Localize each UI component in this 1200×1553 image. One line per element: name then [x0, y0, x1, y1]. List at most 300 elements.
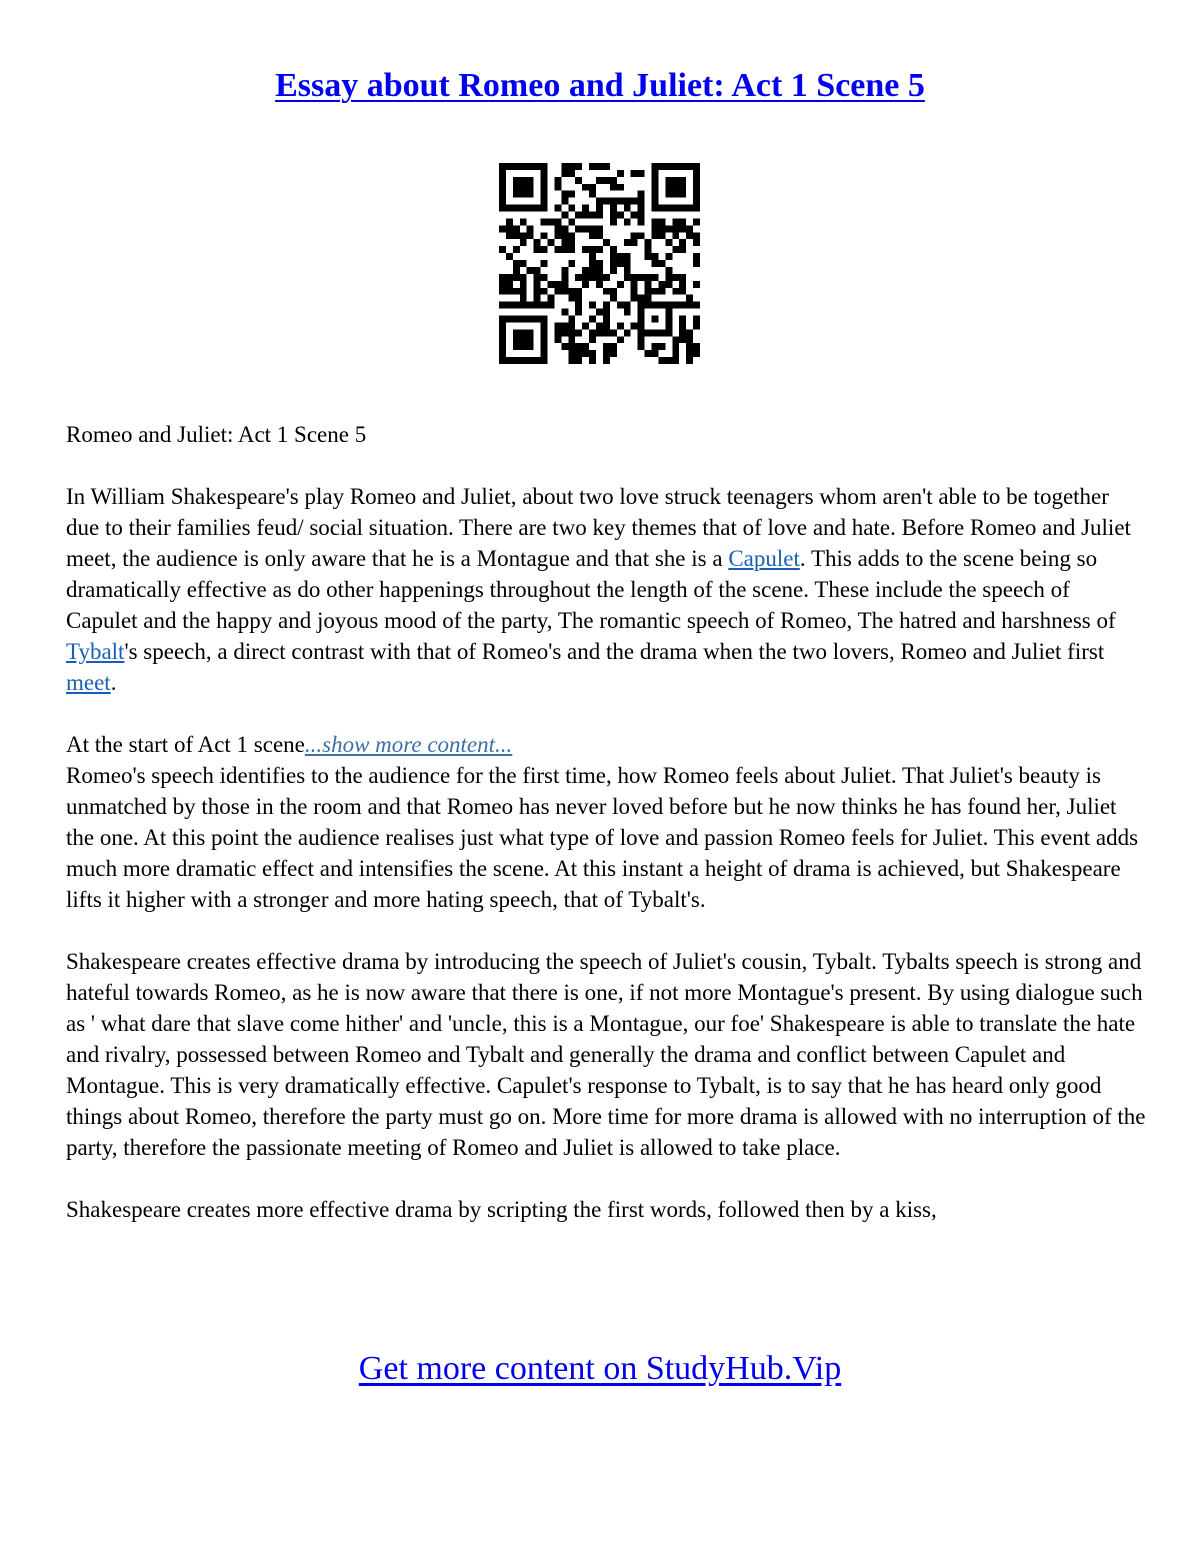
qr-module — [638, 336, 645, 343]
qr-module — [679, 329, 686, 336]
qr-module — [534, 295, 541, 302]
qr-module — [541, 329, 548, 336]
qr-module — [693, 322, 700, 329]
qr-module — [596, 212, 603, 219]
qr-module — [693, 163, 700, 170]
show-more-link[interactable]: ...show more content... — [304, 732, 513, 757]
qr-module — [513, 357, 520, 364]
qr-module — [499, 198, 506, 205]
qr-module — [589, 246, 596, 253]
qr-module — [624, 329, 631, 336]
qr-module — [575, 288, 582, 295]
qr-module — [499, 350, 506, 357]
qr-module — [624, 302, 631, 309]
qr-module — [568, 191, 575, 198]
qr-module — [527, 357, 534, 364]
qr-module — [665, 184, 672, 191]
qr-module — [520, 177, 527, 184]
footer — [0, 1345, 1200, 1393]
qr-module — [672, 336, 679, 343]
qr-module — [638, 191, 645, 198]
qr-module — [541, 177, 548, 184]
qr-module — [520, 239, 527, 246]
qr-module — [603, 198, 610, 205]
essay-body — [66, 419, 1146, 1225]
qr-module — [499, 205, 506, 212]
qr-module — [589, 350, 596, 357]
qr-module — [610, 295, 617, 302]
qr-module — [568, 343, 575, 350]
qr-module — [638, 212, 645, 219]
qr-module — [645, 239, 652, 246]
qr-module — [527, 191, 534, 198]
qr-module — [645, 274, 652, 281]
qr-module — [548, 281, 555, 288]
qr-module — [693, 184, 700, 191]
qr-module — [610, 343, 617, 350]
qr-module — [506, 205, 513, 212]
qr-module — [575, 212, 582, 219]
qr-module — [686, 350, 693, 357]
qr-module — [658, 329, 665, 336]
qr-module — [548, 295, 555, 302]
qr-module — [679, 225, 686, 232]
qr-module — [645, 281, 652, 288]
qr-module — [513, 302, 520, 309]
qr-module — [513, 315, 520, 322]
qr-module — [527, 329, 534, 336]
qr-module — [575, 350, 582, 357]
qr-module — [651, 329, 658, 336]
qr-module — [679, 205, 686, 212]
qr-module — [513, 225, 520, 232]
qr-module — [672, 191, 679, 198]
qr-module — [672, 184, 679, 191]
qr-module — [527, 177, 534, 184]
qr-module — [651, 302, 658, 309]
qr-module — [541, 205, 548, 212]
qr-module — [686, 336, 693, 343]
qr-module — [499, 315, 506, 322]
qr-module — [506, 253, 513, 260]
qr-module — [617, 184, 624, 191]
qr-module — [541, 260, 548, 267]
qr-module — [596, 274, 603, 281]
qr-module — [506, 163, 513, 170]
qr-module — [575, 302, 582, 309]
qr-module — [520, 260, 527, 267]
qr-module — [638, 205, 645, 212]
qr-module — [596, 177, 603, 184]
qr-module — [568, 239, 575, 246]
qr-module — [513, 260, 520, 267]
qr-module — [582, 184, 589, 191]
qr-module — [679, 218, 686, 225]
qr-module — [499, 177, 506, 184]
qr-module — [527, 315, 534, 322]
qr-module — [561, 322, 568, 329]
qr-module — [596, 281, 603, 288]
qr-module — [638, 232, 645, 239]
qr-module — [561, 198, 568, 205]
qr-module — [589, 191, 596, 198]
qr-module — [679, 246, 686, 253]
qr-module — [658, 281, 665, 288]
qr-module — [520, 302, 527, 309]
qr-module — [554, 232, 561, 239]
qr-module — [561, 225, 568, 232]
qr-module — [665, 281, 672, 288]
qr-module — [631, 232, 638, 239]
qr-module — [513, 205, 520, 212]
qr-module — [665, 329, 672, 336]
qr-module — [520, 315, 527, 322]
qr-module — [665, 177, 672, 184]
qr-module — [672, 357, 679, 364]
qr-module — [499, 322, 506, 329]
qr-module — [520, 163, 527, 170]
qr-module — [610, 212, 617, 219]
qr-module — [499, 302, 506, 309]
qr-module — [527, 336, 534, 343]
qr-module — [561, 170, 568, 177]
qr-module — [534, 274, 541, 281]
qr-module — [527, 163, 534, 170]
qr-module — [589, 302, 596, 309]
qr-module — [513, 267, 520, 274]
qr-module — [672, 163, 679, 170]
qr-module — [672, 246, 679, 253]
qr-module — [658, 343, 665, 350]
qr-module — [617, 322, 624, 329]
qr-module — [541, 322, 548, 329]
qr-module — [638, 343, 645, 350]
qr-module — [575, 274, 582, 281]
qr-module — [534, 357, 541, 364]
qr-module — [651, 315, 658, 322]
qr-module — [541, 288, 548, 295]
paragraph-intro-text-2: . This adds to the scene being so dramatically effective as do other happenings throughout the length of the scene. These include the speech of Capulet and the happy and joyous mood of the party, The romantic speech of Romeo, The hatred and harshness of — [66, 546, 1116, 633]
qr-module — [651, 343, 658, 350]
qr-module — [568, 315, 575, 322]
qr-module — [582, 343, 589, 350]
paragraph-start-lead — [66, 729, 1146, 760]
qr-module — [672, 274, 679, 281]
qr-module — [665, 191, 672, 198]
qr-module — [624, 239, 631, 246]
qr-module — [541, 163, 548, 170]
qr-module — [665, 357, 672, 364]
qr-module — [589, 253, 596, 260]
qr-module — [541, 357, 548, 364]
qr-module — [548, 239, 555, 246]
qr-module — [631, 288, 638, 295]
qr-module — [679, 336, 686, 343]
qr-module — [693, 253, 700, 260]
qr-module — [610, 329, 617, 336]
qr-module — [617, 281, 624, 288]
qr-module — [534, 288, 541, 295]
qr-module — [693, 170, 700, 177]
qr-module — [686, 343, 693, 350]
qr-module — [575, 357, 582, 364]
qr-module — [568, 295, 575, 302]
capulet-link[interactable]: Capulet — [728, 546, 800, 571]
qr-module — [631, 322, 638, 329]
qr-module — [554, 246, 561, 253]
qr-module — [561, 163, 568, 170]
qr-module — [589, 260, 596, 267]
qr-module — [527, 225, 534, 232]
qr-module — [617, 212, 624, 219]
qr-module — [499, 225, 506, 232]
qr-module — [693, 177, 700, 184]
qr-module — [520, 281, 527, 288]
qr-module — [686, 357, 693, 364]
qr-module — [603, 350, 610, 357]
qr-module — [527, 232, 534, 239]
qr-module — [658, 357, 665, 364]
qr-module — [561, 329, 568, 336]
qr-module — [561, 246, 568, 253]
qr-module — [693, 239, 700, 246]
qr-module — [506, 232, 513, 239]
qr-module — [499, 184, 506, 191]
qr-module — [520, 205, 527, 212]
qr-module — [631, 198, 638, 205]
qr-module — [645, 246, 652, 253]
qr-module — [534, 302, 541, 309]
qr-module — [638, 302, 645, 309]
qr-module — [651, 218, 658, 225]
qr-module — [499, 191, 506, 198]
qr-module — [651, 191, 658, 198]
qr-module — [638, 309, 645, 316]
qr-module — [541, 343, 548, 350]
qr-module — [672, 302, 679, 309]
qr-module — [520, 329, 527, 336]
qr-module — [603, 288, 610, 295]
qr-module — [554, 225, 561, 232]
qr-module — [568, 288, 575, 295]
qr-module — [610, 177, 617, 184]
qr-module — [541, 184, 548, 191]
qr-module — [596, 232, 603, 239]
qr-module — [589, 163, 596, 170]
footer-link[interactable]: Get more content on StudyHub.Vip — [358, 1350, 842, 1387]
qr-module — [596, 309, 603, 316]
qr-module — [520, 343, 527, 350]
paragraph-intro-text-3: 's speech, a direct contrast with that of Romeo's and the drama when the two lovers, Romeo and Juliet first — [124, 639, 1105, 664]
qr-module — [603, 274, 610, 281]
qr-module — [534, 267, 541, 274]
qr-module — [624, 260, 631, 267]
paragraph-intro-text-4: . — [110, 670, 117, 695]
qr-module — [624, 267, 631, 274]
qr-module — [665, 302, 672, 309]
qr-module — [568, 205, 575, 212]
qr-module — [651, 260, 658, 267]
qr-module — [645, 302, 652, 309]
qr-module — [638, 322, 645, 329]
qr-module — [603, 357, 610, 364]
qr-module — [686, 329, 693, 336]
qr-module — [610, 288, 617, 295]
qr-module — [575, 295, 582, 302]
qr-module — [568, 336, 575, 343]
qr-module — [513, 336, 520, 343]
qr-module — [541, 336, 548, 343]
qr-module — [679, 315, 686, 322]
qr-module — [672, 232, 679, 239]
qr-module — [693, 315, 700, 322]
qr-module — [582, 350, 589, 357]
qr-module — [624, 253, 631, 260]
qr-module — [638, 295, 645, 302]
qr-module — [665, 309, 672, 316]
qr-module — [645, 350, 652, 357]
qr-module — [651, 198, 658, 205]
qr-module — [575, 343, 582, 350]
qr-module — [596, 198, 603, 205]
essay-subtitle: Romeo and Juliet: Act 1 Scene 5 — [66, 422, 367, 447]
qr-module — [527, 267, 534, 274]
qr-module — [499, 343, 506, 350]
qr-module — [561, 281, 568, 288]
qr-module — [582, 205, 589, 212]
qr-module — [651, 205, 658, 212]
qr-module — [658, 288, 665, 295]
qr-module — [665, 163, 672, 170]
qr-module — [506, 225, 513, 232]
qr-module — [582, 246, 589, 253]
qr-module — [679, 302, 686, 309]
qr-module — [631, 212, 638, 219]
qr-module — [561, 212, 568, 219]
qr-module — [651, 288, 658, 295]
qr-module — [541, 274, 548, 281]
qr-module — [603, 315, 610, 322]
qr-module — [603, 302, 610, 309]
qr-module — [506, 281, 513, 288]
qr-module — [561, 343, 568, 350]
qr-module — [527, 343, 534, 350]
paragraph-intro — [66, 481, 1146, 698]
qr-module — [658, 205, 665, 212]
qr-module — [554, 329, 561, 336]
qr-module — [548, 218, 555, 225]
qr-module — [561, 274, 568, 281]
qr-module — [541, 191, 548, 198]
qr-module — [568, 350, 575, 357]
qr-module — [651, 350, 658, 357]
qr-module — [554, 184, 561, 191]
qr-module — [506, 218, 513, 225]
qr-module — [638, 329, 645, 336]
qr-module — [610, 246, 617, 253]
qr-module — [520, 295, 527, 302]
qr-module — [513, 329, 520, 336]
qr-module — [506, 274, 513, 281]
qr-module — [568, 170, 575, 177]
qr-module — [658, 260, 665, 267]
qr-module — [520, 191, 527, 198]
qr-module — [534, 163, 541, 170]
qr-module — [499, 281, 506, 288]
qr-code-icon — [499, 163, 700, 364]
qr-module — [568, 357, 575, 364]
qr-module — [575, 177, 582, 184]
qr-module — [596, 322, 603, 329]
qr-module — [672, 225, 679, 232]
qr-module — [506, 357, 513, 364]
qr-module — [617, 170, 624, 177]
qr-module — [541, 198, 548, 205]
tybalt-link[interactable]: Tybalt — [66, 639, 125, 664]
qr-module — [624, 309, 631, 316]
qr-module — [534, 246, 541, 253]
qr-module — [561, 239, 568, 246]
qr-module — [513, 184, 520, 191]
qr-module — [693, 232, 700, 239]
qr-module — [617, 336, 624, 343]
qr-module — [554, 281, 561, 288]
qr-module — [679, 281, 686, 288]
qr-module — [568, 260, 575, 267]
qr-module — [679, 184, 686, 191]
qr-module — [499, 336, 506, 343]
qr-module — [617, 253, 624, 260]
qr-module — [589, 184, 596, 191]
qr-module — [651, 163, 658, 170]
qr-module — [554, 177, 561, 184]
qr-module — [617, 198, 624, 205]
qr-module — [638, 218, 645, 225]
qr-module — [686, 205, 693, 212]
qr-module — [651, 253, 658, 260]
qr-module — [589, 315, 596, 322]
qr-module — [561, 309, 568, 316]
title-link[interactable]: Essay about Romeo and Juliet: Act 1 Scene 5 — [275, 67, 925, 104]
qr-module — [665, 315, 672, 322]
qr-module — [645, 253, 652, 260]
qr-module — [596, 225, 603, 232]
qr-module — [693, 302, 700, 309]
qr-module — [596, 163, 603, 170]
qr-module — [554, 322, 561, 329]
qr-module — [568, 329, 575, 336]
qr-module — [686, 163, 693, 170]
meet-link[interactable]: meet — [66, 670, 111, 695]
qr-module — [651, 274, 658, 281]
paragraph-tybalt: Shakespeare creates effective drama by introducing the speech of Juliet's cousin, Tybalt. Tybalts speech is strong and hateful towards Romeo, as he is now aware that there is one, if not more Montague's present. By using dialogue such as ' what dare that slave come hither' and 'uncle, this is a Montague, our foe' Shakespeare is able to translate the hate and rivalry, possessed between Romeo and Tybalt and generally the drama and conflict between Capulet and Montague. This is very dramatically effective. Capulet's response to Tybalt, is to say that he has heard only good things about Romeo, therefore the party must go on. More time for more drama is allowed with no interruption of the party, therefore the passionate meeting of Romeo and Juliet is allowed to take place. — [66, 949, 1146, 1160]
qr-module — [513, 177, 520, 184]
qr-module — [596, 260, 603, 267]
qr-module — [679, 288, 686, 295]
paragraph-start-text: At the start of Act 1 scene — [66, 732, 305, 757]
qr-module — [596, 329, 603, 336]
qr-module — [534, 315, 541, 322]
qr-module — [596, 246, 603, 253]
qr-module — [686, 232, 693, 239]
qr-module — [603, 239, 610, 246]
qr-module — [596, 205, 603, 212]
qr-module — [541, 232, 548, 239]
qr-module — [568, 163, 575, 170]
qr-module — [624, 218, 631, 225]
qr-module — [665, 205, 672, 212]
qr-module — [610, 253, 617, 260]
